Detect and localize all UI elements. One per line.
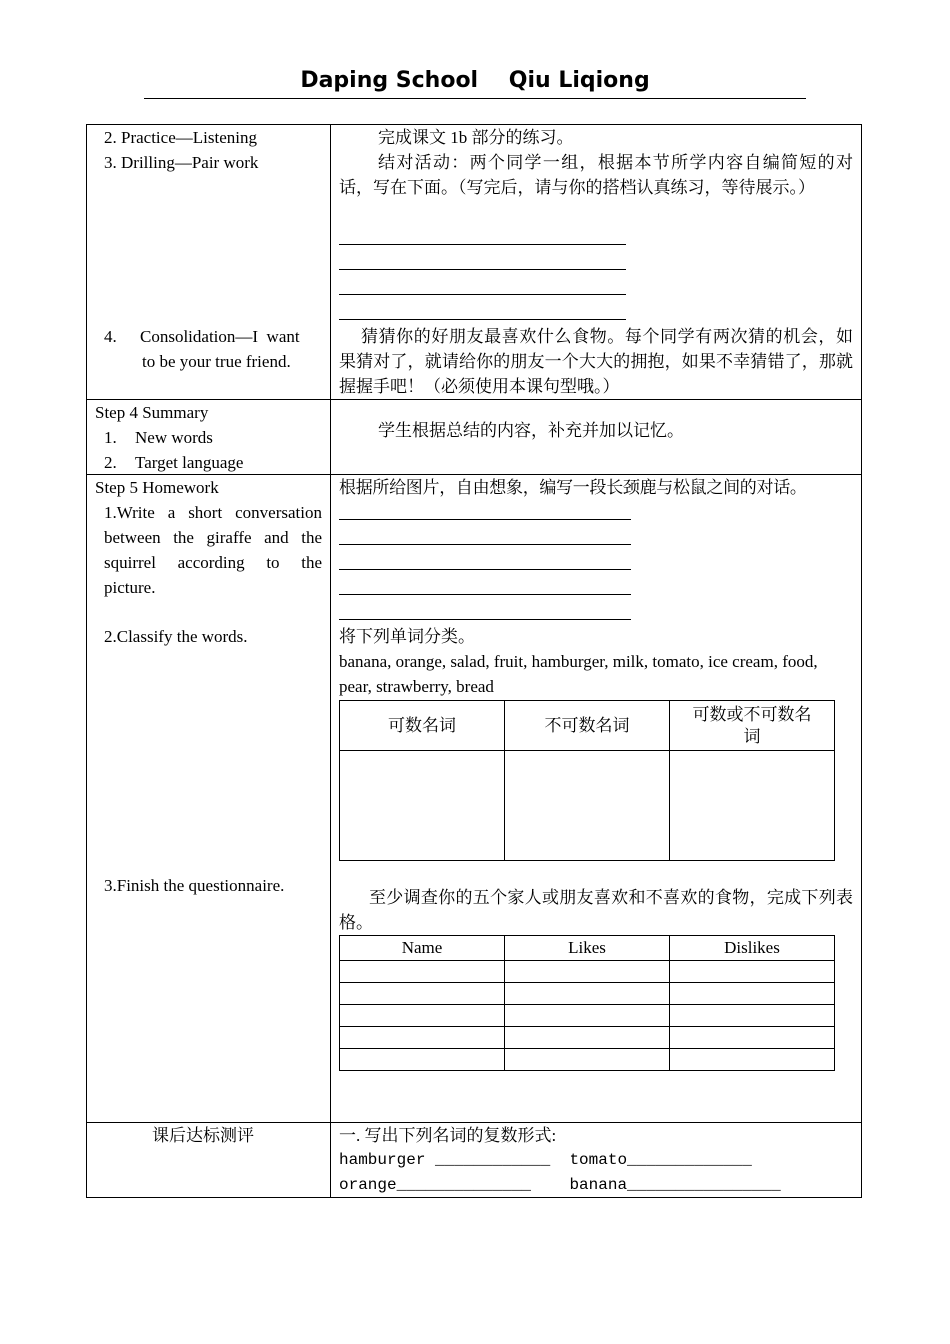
answer-cell[interactable] bbox=[340, 983, 505, 1005]
answer-line[interactable] bbox=[339, 594, 631, 595]
homework-task: 3.Finish the questionnaire. bbox=[104, 876, 285, 895]
list-number: 1. bbox=[104, 428, 117, 447]
table-row bbox=[340, 961, 835, 983]
assessment-instruction: 一. 写出下列名词的复数形式: bbox=[339, 1126, 557, 1145]
column-header: Dislikes bbox=[670, 936, 835, 961]
answer-cell[interactable] bbox=[505, 983, 670, 1005]
answer-line[interactable] bbox=[339, 619, 631, 620]
answer-cell[interactable] bbox=[670, 1027, 835, 1049]
assessment-title: 课后达标测评 bbox=[152, 1126, 254, 1145]
answer-cell[interactable] bbox=[340, 1027, 505, 1049]
answer-cell[interactable] bbox=[340, 1049, 505, 1071]
word-list: banana, orange, salad, fruit, hamburger, milk, tomato, ice cream, food, pear, strawberry, bread bbox=[339, 652, 818, 696]
answer-cell[interactable] bbox=[340, 961, 505, 983]
teacher-name: Qiu Liqiong bbox=[508, 68, 650, 93]
instruction-text: 结对活动：两个同学一组，根据本节所学内容自编简短的对话，写在下面。（写完后，请与你的搭档认真练习，等待展示。） bbox=[339, 153, 853, 197]
answer-line[interactable] bbox=[339, 569, 631, 570]
list-item: 3. Drilling—Pair work bbox=[104, 153, 259, 172]
answer-cell[interactable] bbox=[505, 751, 670, 861]
school-name: Daping School bbox=[300, 68, 479, 93]
list-item: Consolidation—I want bbox=[140, 327, 300, 346]
column-divider bbox=[330, 124, 331, 1198]
answer-line[interactable] bbox=[339, 319, 626, 320]
answer-cell[interactable] bbox=[670, 983, 835, 1005]
survey-table bbox=[339, 935, 835, 1071]
step-title: Step 5 Homework bbox=[95, 478, 219, 497]
answer-cell[interactable] bbox=[505, 961, 670, 983]
list-number: 4. bbox=[104, 327, 117, 346]
assessment-line: orange______________ banana________________ bbox=[339, 1176, 781, 1194]
instruction-text: 猜猜你的好朋友最喜欢什么食物。每个同学有两次猜的机会，如果猜对了，就请给你的朋友一个大大的拥抱，如果不幸猜错了，那就握握手吧！（必须使用本课句型哦。） bbox=[339, 327, 853, 396]
answer-line[interactable] bbox=[339, 244, 626, 245]
answer-line[interactable] bbox=[339, 544, 631, 545]
answer-cell[interactable] bbox=[505, 1027, 670, 1049]
instruction-text: 完成课文 1b 部分的练习。 bbox=[378, 128, 574, 147]
instruction-text: 至少调查你的五个家人或朋友喜欢和不喜欢的食物，完成下列表格。 bbox=[339, 888, 853, 932]
table-row bbox=[340, 983, 835, 1005]
answer-line[interactable] bbox=[339, 519, 631, 520]
list-item: Target language bbox=[135, 453, 244, 472]
answer-cell[interactable] bbox=[670, 1049, 835, 1071]
homework-task: 1.Write a short conversation between the giraffe and the squirrel according to the picture. bbox=[104, 503, 322, 597]
column-header: 不可数名词 bbox=[505, 701, 670, 751]
table-row bbox=[340, 1005, 835, 1027]
answer-cell[interactable] bbox=[340, 1005, 505, 1027]
column-header: Likes bbox=[505, 936, 670, 961]
classify-table bbox=[339, 700, 835, 861]
column-header: 可数名词 bbox=[340, 701, 505, 751]
answer-line[interactable] bbox=[339, 269, 626, 270]
list-item-continuation: to be your true friend. bbox=[142, 352, 291, 371]
instruction-text: 根据所给图片，自由想象，编写一段长颈鹿与松鼠之间的对话。 bbox=[339, 478, 807, 497]
list-item: New words bbox=[135, 428, 213, 447]
answer-cell[interactable] bbox=[670, 961, 835, 983]
answer-cell[interactable] bbox=[340, 751, 505, 861]
column-header: Name bbox=[340, 936, 505, 961]
answer-cell[interactable] bbox=[505, 1005, 670, 1027]
list-item: 2. Practice—Listening bbox=[104, 128, 257, 147]
summary-text: 学生根据总结的内容，补充并加以记忆。 bbox=[378, 421, 684, 440]
column-header: 可数或不可数名词 bbox=[670, 701, 835, 751]
assessment-line: hamburger ____________ tomato_____________ bbox=[339, 1151, 752, 1169]
answer-cell[interactable] bbox=[670, 751, 835, 861]
classify-title: 将下列单词分类。 bbox=[339, 627, 475, 646]
step-title: Step 4 Summary bbox=[95, 403, 209, 422]
answer-cell[interactable] bbox=[670, 1005, 835, 1027]
page-header bbox=[144, 64, 806, 99]
homework-task: 2.Classify the words. bbox=[104, 627, 248, 646]
answer-cell[interactable] bbox=[505, 1049, 670, 1071]
table-row bbox=[340, 1049, 835, 1071]
list-number: 2. bbox=[104, 453, 117, 472]
answer-line[interactable] bbox=[339, 294, 626, 295]
table-row bbox=[340, 1027, 835, 1049]
